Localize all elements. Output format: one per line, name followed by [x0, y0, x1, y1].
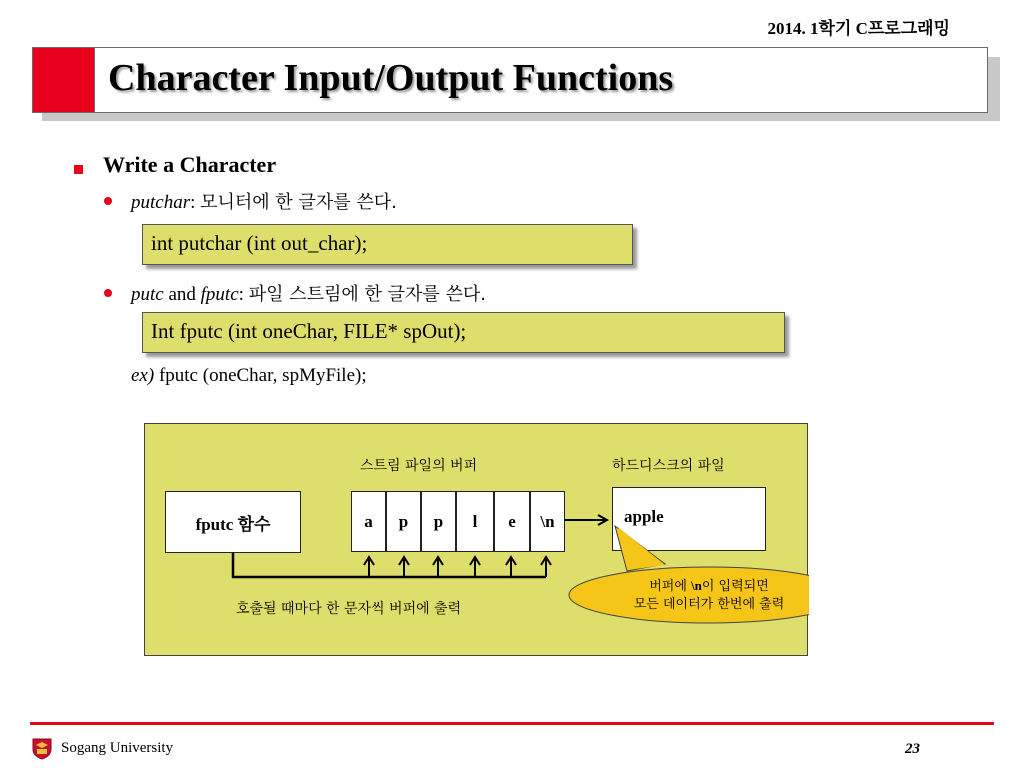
callout-newline: \n: [691, 578, 702, 593]
footer-university: Sogang University: [61, 740, 174, 756]
separator: :: [190, 192, 201, 213]
buffer-cell: a: [351, 491, 386, 552]
example-prefix: ex): [131, 365, 155, 386]
diagram-arrows: [145, 424, 809, 657]
callout-line2: 모든 데이터가 한번에 출력: [633, 597, 785, 612]
bullet-fputc: [131, 280, 486, 306]
buffer-cell: l: [456, 491, 494, 552]
footer-divider: [30, 722, 994, 725]
buffer-label: 스트림 파일의 버퍼: [360, 458, 478, 474]
conjunction: and: [163, 284, 201, 305]
buffer-cell: e: [494, 491, 530, 552]
callout-text: [589, 577, 829, 614]
example-line: [131, 365, 367, 387]
page-number: 23: [905, 741, 920, 757]
round-bullet-icon: [104, 197, 112, 205]
buffer-diagram: [144, 423, 808, 656]
func-name: putchar: [131, 192, 191, 213]
diagram-caption: 호출될 때마다 한 문자씩 버퍼에 출력: [236, 601, 462, 617]
slide-title: Character Input/Output Functions: [108, 57, 674, 99]
buffer-cell: p: [386, 491, 421, 552]
course-header: 2014. 1학기 C프로그래밍: [767, 19, 950, 38]
disk-label: 하드디스크의 파일: [612, 458, 725, 474]
bullet-description: 파일 스트림에 한 글자를 쓴다.: [248, 284, 486, 305]
code-putchar: int putchar (int out_char);: [142, 224, 633, 265]
func-name: fputc: [200, 284, 239, 305]
separator: :: [238, 284, 249, 305]
up-arrows: [364, 557, 551, 577]
callout-line1: [589, 577, 829, 596]
title-bar: [32, 47, 988, 113]
bullet-description: 모니터에 한 글자를 쓴다.: [200, 192, 397, 213]
bullet-putchar: [131, 188, 397, 214]
callout-text-part: 이 입력되면: [701, 579, 769, 594]
round-bullet-icon: [104, 289, 112, 297]
university-logo-icon: [31, 736, 53, 760]
callout-text-part: 버퍼에: [649, 579, 692, 594]
square-bullet-icon: [74, 165, 83, 174]
example-code: fputc (oneChar, spMyFile);: [154, 365, 367, 386]
code-fputc: Int fputc (int oneChar, FILE* spOut);: [142, 312, 785, 353]
connector-line: [233, 553, 546, 577]
fputc-box-label: fputc 함수: [195, 514, 271, 534]
buffer-cell: p: [421, 491, 456, 552]
title-accent-block: [33, 48, 95, 112]
func-name: putc: [131, 284, 164, 305]
section-heading: Write a Character: [103, 152, 277, 177]
file-content: apple: [624, 507, 664, 526]
buffer-cell: \n: [530, 491, 565, 552]
